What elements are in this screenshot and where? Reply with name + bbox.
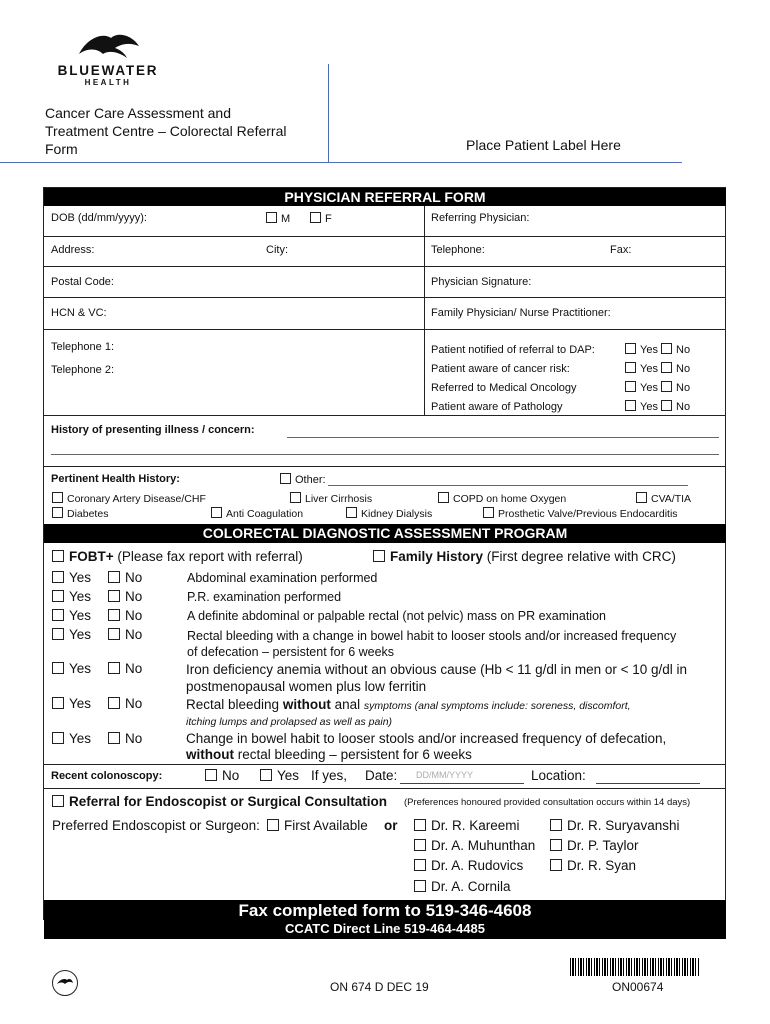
yes-no-q4[interactable]: [108, 627, 142, 642]
title-line: Treatment Centre – Colorectal Referral: [45, 123, 287, 139]
check-list: [431, 341, 721, 417]
condition-item[interactable]: [211, 507, 303, 520]
checkbox[interactable]: [52, 550, 64, 562]
endo-bold: Referral for Endoscopist or Surgical Consultation: [69, 794, 388, 809]
checkbox[interactable]: [266, 212, 277, 223]
postal-code-field[interactable]: Postal Code:: [51, 276, 114, 288]
checkbox[interactable]: [108, 732, 120, 744]
yes-no-q3[interactable]: [52, 608, 91, 623]
yes-no-q4[interactable]: [52, 627, 91, 642]
checkbox[interactable]: [550, 859, 562, 871]
row-line: [43, 466, 726, 467]
question-line: Rectal bleeding with a change in bowel habit to looser stools and/or increased frequency: [187, 629, 677, 643]
yes-label: Yes: [640, 344, 658, 356]
check-row: [431, 379, 721, 398]
checkbox[interactable]: [108, 609, 120, 621]
doctor-option[interactable]: [414, 818, 520, 833]
checkbox[interactable]: [211, 507, 222, 518]
checkbox[interactable]: [661, 400, 672, 411]
doctor-option[interactable]: [414, 879, 511, 894]
brand-name: BLUEWATER: [57, 63, 159, 78]
endoscopist-referral-option[interactable]: [52, 794, 387, 809]
dob-field[interactable]: DOB (dd/mm/yyyy):: [51, 212, 147, 224]
patient-label-area: Place Patient Label Here: [466, 137, 621, 153]
yes-no-q2[interactable]: [108, 589, 142, 604]
fobt-bold: FOBT+: [69, 549, 114, 564]
location-field[interactable]: [596, 768, 700, 784]
family-bold: Family History: [390, 549, 484, 564]
checkbox[interactable]: [414, 880, 426, 892]
colonoscopy-no[interactable]: [205, 768, 239, 783]
row-line: [43, 788, 726, 789]
preferred-label: Preferred Endoscopist or Surgeon:: [52, 818, 260, 833]
column-divider: [424, 206, 425, 415]
no-label: No: [676, 401, 691, 413]
question-text: [186, 731, 666, 763]
check-label: Referred to Medical Oncology: [431, 382, 577, 394]
fax-banner: [44, 900, 726, 939]
form-code: ON 674 D DEC 19: [330, 980, 429, 994]
no-label: No: [125, 570, 143, 585]
condition-item[interactable]: [52, 507, 108, 520]
row-line: [43, 266, 726, 267]
yes-label: Yes: [69, 570, 92, 585]
referring-physician-field[interactable]: Referring Physician:: [431, 212, 530, 224]
no-label: No: [676, 344, 691, 356]
checkbox[interactable]: [52, 609, 64, 621]
checkbox[interactable]: [625, 343, 636, 354]
sex-male[interactable]: [266, 212, 290, 225]
checkbox[interactable]: [310, 212, 321, 223]
question-line: Change in bowel habit to looser stools and/or increased frequency of defecation,: [186, 731, 667, 746]
checkbox[interactable]: [625, 362, 636, 373]
date-placeholder: DD/MM/YYYY: [416, 770, 474, 780]
checkbox[interactable]: [280, 473, 291, 484]
question-note: itching lumps and prolapsed as well as pain): [186, 716, 393, 728]
yes-label: Yes: [640, 363, 658, 375]
doctor-option[interactable]: [414, 838, 535, 853]
no-label: No: [125, 696, 143, 711]
yes-label: Yes: [69, 589, 92, 604]
row-line: [43, 236, 726, 237]
question-text: [187, 628, 676, 660]
first-available-label: First Available: [284, 818, 368, 833]
doctor-name: Dr. R. Suryavanshi: [567, 818, 680, 833]
yes-label: Yes: [69, 696, 92, 711]
checkbox[interactable]: [414, 819, 426, 831]
colonoscopy-yes[interactable]: [260, 768, 299, 783]
yes-label: Yes: [69, 608, 92, 623]
checkbox[interactable]: [550, 819, 562, 831]
condition-label: Anti Coagulation: [226, 508, 304, 520]
question-part: Rectal bleeding: [186, 697, 280, 712]
location-label: Location:: [531, 768, 586, 783]
program-heading: COLORECTAL DIAGNOSTIC ASSESSMENT PROGRAM: [44, 524, 726, 543]
checkbox[interactable]: [661, 381, 672, 392]
checkbox[interactable]: [52, 492, 63, 503]
yes-no-q2[interactable]: [52, 589, 91, 604]
no-label: No: [125, 627, 143, 642]
question-note: symptoms (anal symptoms include: soreness, discomfort,: [363, 700, 631, 712]
checkbox[interactable]: [52, 590, 64, 602]
or-label: or: [384, 818, 398, 833]
title-underline: [0, 162, 330, 163]
question-part: anal: [334, 697, 361, 712]
yes-no-q7[interactable]: [108, 731, 142, 746]
no-label: No: [125, 589, 143, 604]
row-line: [43, 297, 726, 298]
check-row: [431, 398, 721, 417]
checkbox[interactable]: [346, 507, 357, 518]
condition-label: Kidney Dialysis: [361, 508, 433, 520]
checkbox[interactable]: [260, 769, 272, 781]
checkbox[interactable]: [636, 492, 647, 503]
condition-label: COPD on home Oxygen: [453, 493, 567, 505]
question-bold: without: [186, 747, 234, 762]
condition-label: Coronary Artery Disease/CHF: [67, 493, 206, 505]
hcn-field[interactable]: HCN & VC:: [51, 307, 107, 319]
checkbox[interactable]: [52, 795, 64, 807]
yes-no-q1[interactable]: [52, 570, 91, 585]
date-field[interactable]: [400, 768, 524, 784]
title-divider: [328, 64, 329, 162]
fax-field[interactable]: Fax:: [610, 244, 632, 256]
label-underline: [328, 162, 682, 163]
checkbox[interactable]: [625, 400, 636, 411]
checkbox[interactable]: [108, 571, 120, 583]
checkbox[interactable]: [52, 732, 64, 744]
yes-label: Yes: [69, 627, 92, 642]
doctor-option[interactable]: [550, 818, 680, 833]
checkbox[interactable]: [52, 697, 64, 709]
condition-label: Prosthetic Valve/Previous Endocarditis: [498, 508, 678, 520]
check-row: [431, 341, 721, 360]
footer-logo-icon: [52, 970, 78, 996]
doctor-name: Dr. R. Syan: [567, 858, 637, 873]
yes-no-q5[interactable]: [52, 661, 91, 676]
barcode-icon: [570, 958, 700, 976]
fobt-rest: (Please fax report with referral): [117, 549, 303, 564]
checkbox[interactable]: [52, 507, 63, 518]
family-rest: (First degree relative with CRC): [486, 549, 676, 564]
no-label: No: [222, 768, 240, 783]
brand-sub: HEALTH: [84, 78, 132, 87]
yes-no-q1[interactable]: [108, 570, 142, 585]
first-available-option[interactable]: [267, 818, 368, 833]
yes-label: Yes: [69, 731, 92, 746]
checkbox[interactable]: [108, 697, 120, 709]
fax-line: Fax completed form to 519-346-4608: [238, 901, 532, 920]
yes-label: Yes: [640, 401, 658, 413]
referral-heading: PHYSICIAN REFERRAL FORM: [44, 188, 726, 206]
question-text: [186, 696, 631, 729]
condition-label: Liver Cirrhosis: [305, 493, 373, 505]
physician-signature-field[interactable]: Physician Signature:: [431, 276, 532, 288]
checkbox[interactable]: [661, 362, 672, 373]
question-text: [186, 661, 687, 695]
checkbox[interactable]: [438, 492, 449, 503]
yes-no-q3[interactable]: [108, 608, 142, 623]
checkbox[interactable]: [483, 507, 494, 518]
other-label: Other:: [295, 474, 326, 486]
sex-female[interactable]: [310, 212, 332, 225]
yes-no-q6[interactable]: [108, 696, 142, 711]
history-label: History of presenting illness / concern:: [51, 424, 255, 436]
checkbox[interactable]: [373, 550, 385, 562]
other-field[interactable]: [280, 473, 326, 486]
question-text: A definite abdominal or palpable rectal (not pelvic) mass on PR examination: [187, 609, 606, 623]
question-line: postmenopausal women plus low ferritin: [186, 679, 427, 694]
date-label: Date:: [365, 768, 398, 783]
telephone2-field[interactable]: Telephone 2:: [51, 364, 114, 376]
checkbox[interactable]: [414, 839, 426, 851]
checkbox[interactable]: [108, 662, 120, 674]
doctor-name: Dr. A. Muhunthan: [431, 838, 536, 853]
if-yes-label: If yes,: [311, 768, 348, 783]
condition-item[interactable]: [636, 492, 691, 505]
yes-no-q7[interactable]: [52, 731, 91, 746]
checkbox[interactable]: [661, 343, 672, 354]
logo: [48, 28, 168, 98]
direct-line: CCATC Direct Line 519-464-4485: [285, 921, 485, 936]
no-label: No: [125, 661, 143, 676]
history-line[interactable]: [51, 454, 719, 455]
check-label: Patient aware of cancer risk:: [431, 363, 570, 375]
row-line: [43, 329, 726, 330]
yes-no-q6[interactable]: [52, 696, 91, 711]
barcode-text: ON00674: [612, 980, 664, 994]
history-line[interactable]: [287, 437, 719, 438]
family-history-option[interactable]: [373, 549, 676, 564]
title-line: Cancer Care Assessment and: [45, 105, 231, 121]
yes-label: Yes: [640, 382, 658, 394]
question-line: Iron deficiency anemia without an obvious cause (Hb < 11 g/dl in men or < 10 g/dl in: [186, 662, 688, 677]
condition-item[interactable]: [290, 492, 372, 505]
checkbox[interactable]: [205, 769, 217, 781]
condition-label: Diabetes: [67, 508, 109, 520]
question-line: of defecation – persistent for 6 weeks: [187, 645, 395, 659]
checkbox[interactable]: [108, 590, 120, 602]
condition-item[interactable]: [346, 507, 432, 520]
yes-no-q5[interactable]: [108, 661, 142, 676]
row-line: [43, 764, 726, 765]
form-title: [45, 104, 286, 158]
question-text: P.R. examination performed: [187, 590, 342, 604]
yes-label: Yes: [277, 768, 300, 783]
condition-label: CVA/TIA: [651, 493, 692, 505]
checkbox[interactable]: [108, 628, 120, 640]
checkbox[interactable]: [414, 859, 426, 871]
doctor-name: Dr. A. Cornila: [431, 879, 511, 894]
condition-item[interactable]: [438, 492, 566, 505]
male-label: M: [281, 213, 291, 225]
checkbox[interactable]: [625, 381, 636, 392]
telephone1-field[interactable]: Telephone 1:: [51, 341, 114, 353]
checkbox[interactable]: [52, 571, 64, 583]
question-text: Abdominal examination performed: [187, 571, 378, 585]
family-physician-field[interactable]: Family Physician/ Nurse Practitioner:: [431, 307, 611, 319]
fobt-option[interactable]: [52, 549, 303, 564]
recent-colonoscopy-label: Recent colonoscopy:: [51, 770, 163, 782]
city-field[interactable]: City:: [266, 244, 288, 256]
pertinent-label: Pertinent Health History:: [51, 473, 180, 485]
check-label: Patient aware of Pathology: [431, 401, 563, 413]
bird-logo-icon: [73, 28, 143, 62]
check-label: Patient notified of referral to DAP:: [431, 344, 595, 356]
title-line: Form: [45, 141, 78, 157]
condition-item[interactable]: [483, 507, 678, 520]
doctor-name: Dr. P. Taylor: [567, 838, 639, 853]
doctor-option[interactable]: [550, 858, 636, 873]
check-row: [431, 360, 721, 379]
endo-note: (Preferences honoured provided consultation occurs within 14 days): [404, 797, 691, 808]
address-field[interactable]: Address:: [51, 244, 95, 256]
checkbox[interactable]: [52, 628, 64, 640]
no-label: No: [676, 382, 691, 394]
doctor-name: Dr. A. Rudovics: [431, 858, 524, 873]
doctor-option[interactable]: [550, 838, 639, 853]
female-label: F: [325, 213, 332, 225]
checkbox[interactable]: [290, 492, 301, 503]
no-label: No: [125, 731, 143, 746]
telephone-field[interactable]: Telephone:: [431, 244, 485, 256]
no-label: No: [125, 608, 143, 623]
checkbox[interactable]: [267, 819, 279, 831]
checkbox[interactable]: [550, 839, 562, 851]
doctor-name: Dr. R. Kareemi: [431, 818, 520, 833]
condition-item[interactable]: [52, 492, 206, 505]
checkbox[interactable]: [52, 662, 64, 674]
question-bold: without: [282, 697, 331, 712]
other-line[interactable]: [328, 485, 688, 486]
question-line: rectal bleeding – persistent for 6 weeks: [237, 747, 472, 762]
no-label: No: [676, 363, 691, 375]
yes-label: Yes: [69, 661, 92, 676]
doctor-option[interactable]: [414, 858, 523, 873]
